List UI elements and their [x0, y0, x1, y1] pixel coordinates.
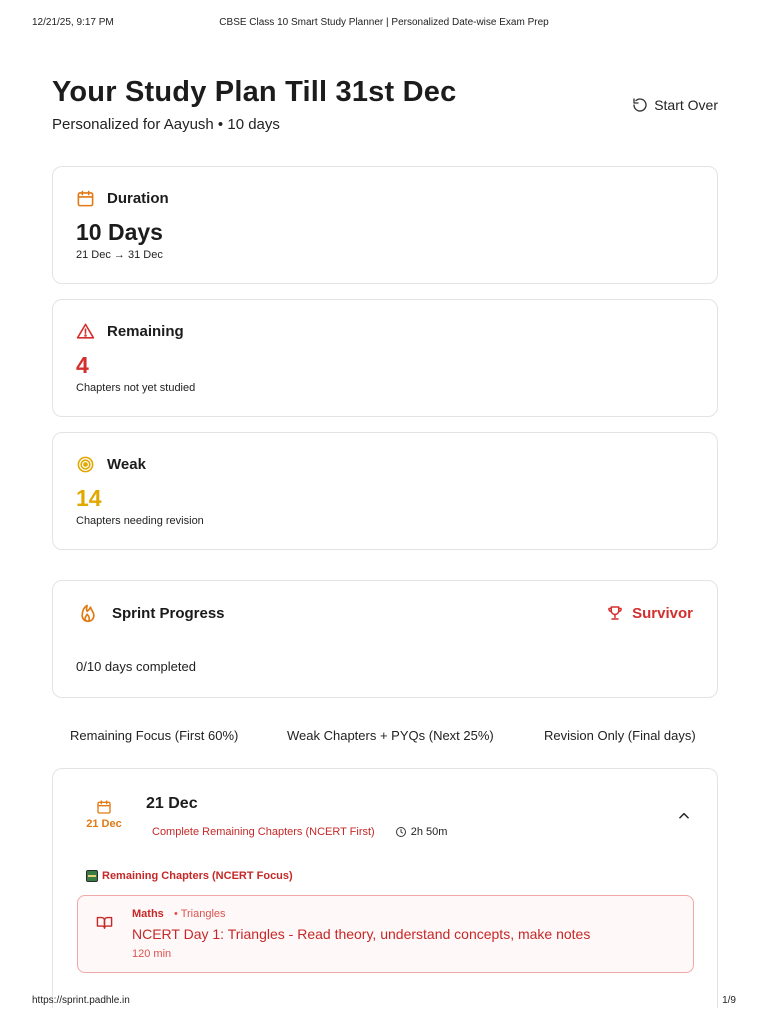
trophy-icon — [606, 604, 624, 622]
sprint-label: Sprint Progress — [112, 604, 225, 622]
day-duration — [395, 826, 448, 838]
sprint-progress-card — [52, 580, 718, 698]
day-title: 21 Dec — [146, 795, 198, 812]
flame-icon — [78, 603, 98, 623]
weak-header — [76, 455, 146, 474]
section-label-text: Remaining Chapters (NCERT Focus) — [102, 870, 293, 882]
print-header — [0, 17, 768, 31]
weak-sub: Chapters needing revision — [76, 515, 204, 527]
duration-value: 10 Days — [76, 219, 163, 245]
sprint-header — [78, 603, 225, 623]
task-subject: Maths — [132, 908, 164, 920]
chevron-up-icon[interactable] — [677, 809, 691, 823]
day-task-label: Complete Remaining Chapters (NCERT First) — [152, 826, 375, 838]
weak-value: 14 — [76, 485, 102, 511]
task-title: NCERT Day 1: Triangles - Read theory, understand concepts, make notes — [132, 926, 591, 942]
sprint-progress-text: 0/10 days completed — [76, 659, 196, 674]
day-card — [52, 768, 718, 1008]
weak-label: Weak — [107, 456, 146, 473]
calendar-icon — [76, 189, 95, 208]
task-chapter: • Triangles — [174, 908, 226, 920]
remaining-header — [76, 322, 184, 341]
start-over-button[interactable] — [632, 97, 718, 113]
rotate-ccw-icon — [632, 97, 648, 113]
section-label — [86, 870, 293, 882]
remaining-sub: Chapters not yet studied — [76, 382, 196, 394]
phase-tab-remaining-focus[interactable]: Remaining Focus (First 60%) — [70, 728, 239, 743]
book-icon — [96, 914, 113, 931]
books-icon — [86, 870, 98, 882]
remaining-card — [52, 299, 718, 417]
task-item[interactable] — [77, 895, 694, 973]
calendar-icon — [96, 799, 112, 815]
day-badge-date: 21 Dec — [86, 818, 122, 830]
remaining-label: Remaining — [107, 323, 184, 340]
phase-tab-revision-only[interactable]: Revision Only (Final days) — [544, 728, 696, 743]
duration-header — [76, 189, 169, 208]
rank-badge — [606, 604, 693, 622]
duration-card — [52, 166, 718, 284]
page-title: Your Study Plan Till 31st Dec — [52, 76, 457, 108]
duration-range: 21 Dec → 31 Dec — [76, 249, 163, 261]
print-timestamp: 12/21/25, 9:17 PM — [32, 17, 114, 28]
page-subtitle: Personalized for Aayush • 10 days — [52, 116, 280, 133]
phase-tabs — [52, 728, 718, 748]
duration-label: Duration — [107, 190, 169, 207]
print-url: https://sprint.padhle.in — [32, 995, 130, 1006]
start-over-label: Start Over — [654, 97, 718, 113]
day-meta — [146, 824, 447, 840]
rank-label: Survivor — [632, 604, 693, 622]
print-page-title: CBSE Class 10 Smart Study Planner | Personalized Date-wise Exam Prep — [219, 17, 549, 28]
phase-tab-weak-chapters[interactable]: Weak Chapters + PYQs (Next 25%) — [287, 728, 494, 743]
remaining-value: 4 — [76, 352, 89, 378]
day-duration-text: 2h 50m — [410, 826, 448, 838]
clock-icon — [395, 826, 407, 838]
task-time: 120 min — [132, 948, 172, 960]
print-page-number: 1/9 — [722, 995, 736, 1006]
day-date-badge — [77, 799, 131, 830]
weak-card — [52, 432, 718, 550]
print-footer — [0, 995, 768, 1009]
target-icon — [76, 455, 95, 474]
warning-icon — [76, 322, 95, 341]
